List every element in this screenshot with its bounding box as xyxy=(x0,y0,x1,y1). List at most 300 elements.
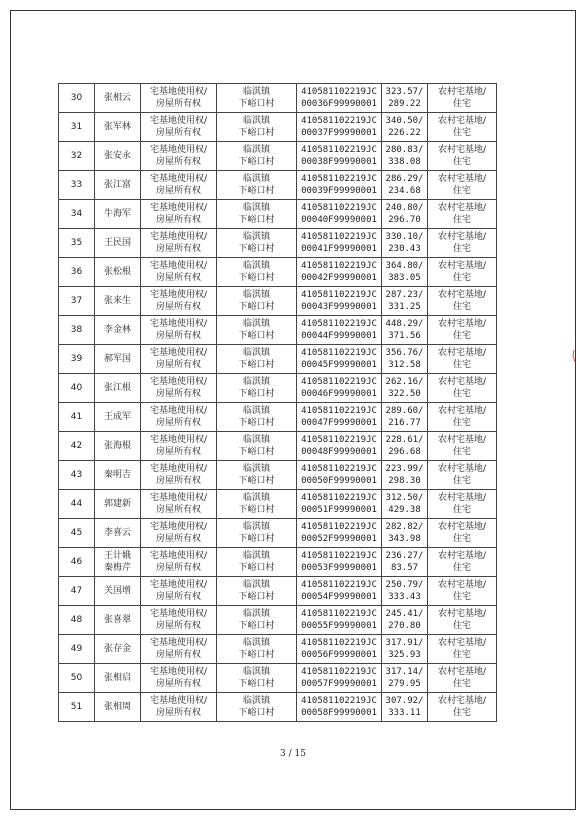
area-line: 340.50/ xyxy=(385,116,424,126)
location xyxy=(217,84,297,113)
land-use xyxy=(428,345,497,374)
area-line: 317.91/ xyxy=(385,638,424,648)
right-type-line: 宅基地使用权/ xyxy=(149,580,208,590)
unit-code-line: 00057F99990001 xyxy=(301,679,377,689)
location xyxy=(217,200,297,229)
unit-code-line: 00038F99990001 xyxy=(301,157,377,167)
right-type xyxy=(141,171,217,200)
location-line: 临淇镇 xyxy=(242,667,270,677)
right-type xyxy=(141,548,217,577)
location xyxy=(217,548,297,577)
right-type-line: 房屋所有权 xyxy=(155,389,201,399)
right-type xyxy=(141,432,217,461)
land-use-line: 住宅 xyxy=(452,563,471,573)
right-type-line: 房屋所有权 xyxy=(155,534,201,544)
land-use-line: 住宅 xyxy=(452,650,471,660)
right-type-line: 房屋所有权 xyxy=(155,273,201,283)
area-line: 322.50 xyxy=(388,389,421,399)
location-line: 下峪口村 xyxy=(238,273,275,283)
unit-code xyxy=(297,142,382,171)
right-type-line: 房屋所有权 xyxy=(155,505,201,515)
area-line: 289.60/ xyxy=(385,406,424,416)
table-row xyxy=(59,345,497,374)
area-line: 312.58 xyxy=(388,360,421,370)
land-use xyxy=(428,287,497,316)
land-use xyxy=(428,113,497,142)
table-row xyxy=(59,84,497,113)
table-row xyxy=(59,519,497,548)
right-type-line: 宅基地使用权/ xyxy=(149,319,208,329)
location-line: 下峪口村 xyxy=(238,215,275,225)
right-type xyxy=(141,200,217,229)
unit-code xyxy=(297,229,382,258)
owner-name: 张江根 xyxy=(95,374,141,403)
right-type xyxy=(141,316,217,345)
land-use xyxy=(428,664,497,693)
land-use-line: 农村宅基地/ xyxy=(437,203,487,213)
unit-code xyxy=(297,432,382,461)
unit-code-line: 00058F99990001 xyxy=(301,708,377,718)
row-number: 43 xyxy=(59,461,95,490)
area-line: 298.30 xyxy=(388,476,421,486)
unit-code xyxy=(297,490,382,519)
area xyxy=(382,84,428,113)
location-line: 临淇镇 xyxy=(242,319,270,329)
area xyxy=(382,171,428,200)
area xyxy=(382,200,428,229)
land-use xyxy=(428,316,497,345)
right-type-line: 宅基地使用权/ xyxy=(149,377,208,387)
area xyxy=(382,113,428,142)
location-line: 临淇镇 xyxy=(242,609,270,619)
land-use-line: 住宅 xyxy=(452,447,471,457)
right-type-line: 房屋所有权 xyxy=(155,708,201,718)
right-type-line: 房屋所有权 xyxy=(155,650,201,660)
right-type-line: 房屋所有权 xyxy=(155,99,201,109)
area-line: 364.80/ xyxy=(385,261,424,271)
unit-code-line: 410581102219JC xyxy=(301,667,377,677)
unit-code-line: 410581102219JC xyxy=(301,551,377,561)
right-type-line: 宅基地使用权/ xyxy=(149,232,208,242)
land-use-line: 农村宅基地/ xyxy=(437,551,487,561)
location xyxy=(217,635,297,664)
area xyxy=(382,635,428,664)
location xyxy=(217,374,297,403)
unit-code-line: 00056F99990001 xyxy=(301,650,377,660)
area-line: 234.68 xyxy=(388,186,421,196)
row-number: 36 xyxy=(59,258,95,287)
row-number: 30 xyxy=(59,84,95,113)
location-line: 下峪口村 xyxy=(238,447,275,457)
unit-code xyxy=(297,374,382,403)
unit-code xyxy=(297,461,382,490)
unit-code-line: 00046F99990001 xyxy=(301,389,377,399)
location-line: 临淇镇 xyxy=(242,406,270,416)
area-line: 286.29/ xyxy=(385,174,424,184)
unit-code-line: 00052F99990001 xyxy=(301,534,377,544)
land-use xyxy=(428,635,497,664)
area-line: 228.61/ xyxy=(385,435,424,445)
location xyxy=(217,461,297,490)
unit-code xyxy=(297,664,382,693)
location-line: 下峪口村 xyxy=(238,621,275,631)
location-line: 下峪口村 xyxy=(238,331,275,341)
location xyxy=(217,403,297,432)
land-use xyxy=(428,403,497,432)
unit-code-line: 00036F99990001 xyxy=(301,99,377,109)
unit-code xyxy=(297,693,382,722)
unit-code-line: 00043F99990001 xyxy=(301,302,377,312)
land-use-line: 住宅 xyxy=(452,389,471,399)
owner-name: 张存金 xyxy=(95,635,141,664)
row-number: 49 xyxy=(59,635,95,664)
table-row xyxy=(59,258,497,287)
location-line: 下峪口村 xyxy=(238,128,275,138)
right-type-line: 房屋所有权 xyxy=(155,215,201,225)
land-use xyxy=(428,693,497,722)
area-line: 245.41/ xyxy=(385,609,424,619)
row-number: 33 xyxy=(59,171,95,200)
unit-code xyxy=(297,171,382,200)
unit-code-line: 410581102219JC xyxy=(301,261,377,271)
right-type-line: 房屋所有权 xyxy=(155,476,201,486)
table-row xyxy=(59,577,497,606)
row-number: 50 xyxy=(59,664,95,693)
table-row xyxy=(59,606,497,635)
area-line: 325.93 xyxy=(388,650,421,660)
right-type-line: 宅基地使用权/ xyxy=(149,174,208,184)
unit-code-line: 00042F99990001 xyxy=(301,273,377,283)
right-type xyxy=(141,490,217,519)
owner-name: 张安永 xyxy=(95,142,141,171)
area-line: 331.25 xyxy=(388,302,421,312)
unit-code-line: 00041F99990001 xyxy=(301,244,377,254)
owner-name: 李喜云 xyxy=(95,519,141,548)
table-row xyxy=(59,171,497,200)
table-row xyxy=(59,113,497,142)
location-line: 下峪口村 xyxy=(238,679,275,689)
location-line: 下峪口村 xyxy=(238,534,275,544)
owner-name: 张相云 xyxy=(95,84,141,113)
area-line: 317.14/ xyxy=(385,667,424,677)
area-line: 338.08 xyxy=(388,157,421,167)
area xyxy=(382,548,428,577)
land-use xyxy=(428,490,497,519)
land-use-line: 住宅 xyxy=(452,302,471,312)
right-type-line: 房屋所有权 xyxy=(155,186,201,196)
location-line: 下峪口村 xyxy=(238,360,275,370)
area xyxy=(382,693,428,722)
row-number: 47 xyxy=(59,577,95,606)
area-line: 226.22 xyxy=(388,128,421,138)
row-number: 44 xyxy=(59,490,95,519)
land-use-line: 住宅 xyxy=(452,273,471,283)
unit-code xyxy=(297,316,382,345)
location xyxy=(217,345,297,374)
location-line: 临淇镇 xyxy=(242,348,270,358)
land-use-line: 住宅 xyxy=(452,476,471,486)
location-line: 下峪口村 xyxy=(238,592,275,602)
right-type-line: 宅基地使用权/ xyxy=(149,551,208,561)
row-number: 39 xyxy=(59,345,95,374)
location-line: 下峪口村 xyxy=(238,476,275,486)
land-use-line: 农村宅基地/ xyxy=(437,667,487,677)
right-type xyxy=(141,287,217,316)
location-line: 临淇镇 xyxy=(242,116,270,126)
owner-name: 李金林 xyxy=(95,316,141,345)
row-number: 46 xyxy=(59,548,95,577)
table-row xyxy=(59,432,497,461)
right-type-line: 宅基地使用权/ xyxy=(149,609,208,619)
area-line: 429.38 xyxy=(388,505,421,515)
land-use xyxy=(428,84,497,113)
area-line: 333.43 xyxy=(388,592,421,602)
unit-code-line: 00051F99990001 xyxy=(301,505,377,515)
area-line: 296.68 xyxy=(388,447,421,457)
location-line: 下峪口村 xyxy=(238,563,275,573)
unit-code-line: 410581102219JC xyxy=(301,406,377,416)
area xyxy=(382,432,428,461)
land-use-line: 住宅 xyxy=(452,418,471,428)
owner-name: 张松根 xyxy=(95,258,141,287)
right-type xyxy=(141,229,217,258)
owner-name: 张相启 xyxy=(95,664,141,693)
unit-code xyxy=(297,84,382,113)
unit-code-line: 410581102219JC xyxy=(301,493,377,503)
owner-name: 张来生 xyxy=(95,287,141,316)
location xyxy=(217,316,297,345)
area-line: 280.83/ xyxy=(385,145,424,155)
row-number: 34 xyxy=(59,200,95,229)
table-row xyxy=(59,693,497,722)
unit-code-line: 00050F99990001 xyxy=(301,476,377,486)
land-use-line: 农村宅基地/ xyxy=(437,638,487,648)
right-type-line: 宅基地使用权/ xyxy=(149,406,208,416)
area-line: 216.77 xyxy=(388,418,421,428)
unit-code-line: 410581102219JC xyxy=(301,116,377,126)
location-line: 下峪口村 xyxy=(238,650,275,660)
right-type-line: 宅基地使用权/ xyxy=(149,522,208,532)
unit-code-line: 410581102219JC xyxy=(301,522,377,532)
right-type-line: 宅基地使用权/ xyxy=(149,87,208,97)
unit-code xyxy=(297,519,382,548)
location xyxy=(217,490,297,519)
right-type-line: 宅基地使用权/ xyxy=(149,348,208,358)
land-use-line: 住宅 xyxy=(452,128,471,138)
land-use-line: 农村宅基地/ xyxy=(437,174,487,184)
area xyxy=(382,374,428,403)
land-use-line: 农村宅基地/ xyxy=(437,261,487,271)
area-line: 230.43 xyxy=(388,244,421,254)
unit-code-line: 410581102219JC xyxy=(301,348,377,358)
row-number: 41 xyxy=(59,403,95,432)
owner-name: 张海根 xyxy=(95,432,141,461)
location xyxy=(217,229,297,258)
land-use xyxy=(428,229,497,258)
area-line: 448.29/ xyxy=(385,319,424,329)
row-number: 31 xyxy=(59,113,95,142)
right-type-line: 房屋所有权 xyxy=(155,128,201,138)
table-row xyxy=(59,229,497,258)
land-use-line: 农村宅基地/ xyxy=(437,609,487,619)
margin-ink-mark xyxy=(572,350,576,362)
area xyxy=(382,519,428,548)
location-line: 临淇镇 xyxy=(242,522,270,532)
unit-code-line: 00044F99990001 xyxy=(301,331,377,341)
location xyxy=(217,577,297,606)
land-use-line: 住宅 xyxy=(452,592,471,602)
area xyxy=(382,142,428,171)
land-use-line: 农村宅基地/ xyxy=(437,232,487,242)
land-use xyxy=(428,548,497,577)
unit-code-line: 410581102219JC xyxy=(301,319,377,329)
right-type-line: 宅基地使用权/ xyxy=(149,290,208,300)
area xyxy=(382,316,428,345)
location-line: 下峪口村 xyxy=(238,389,275,399)
table-body xyxy=(59,84,497,722)
row-number: 35 xyxy=(59,229,95,258)
land-use-line: 住宅 xyxy=(452,157,471,167)
land-use-line: 农村宅基地/ xyxy=(437,319,487,329)
owner-name: 张军林 xyxy=(95,113,141,142)
location-line: 临淇镇 xyxy=(242,493,270,503)
right-type xyxy=(141,577,217,606)
land-use xyxy=(428,258,497,287)
land-use-line: 农村宅基地/ xyxy=(437,348,487,358)
location-line: 下峪口村 xyxy=(238,708,275,718)
owner-name xyxy=(95,548,141,577)
right-type-line: 房屋所有权 xyxy=(155,679,201,689)
page-number: 3 / 15 xyxy=(280,749,306,759)
land-use xyxy=(428,519,497,548)
land-use-line: 农村宅基地/ xyxy=(437,464,487,474)
area-line: 356.76/ xyxy=(385,348,424,358)
right-type xyxy=(141,606,217,635)
area-line: 289.22 xyxy=(388,99,421,109)
unit-code-line: 00055F99990001 xyxy=(301,621,377,631)
table-row xyxy=(59,403,497,432)
location xyxy=(217,142,297,171)
location xyxy=(217,519,297,548)
land-use-line: 农村宅基地/ xyxy=(437,87,487,97)
location-line: 下峪口村 xyxy=(238,186,275,196)
unit-code-line: 410581102219JC xyxy=(301,87,377,97)
right-type xyxy=(141,693,217,722)
right-type xyxy=(141,635,217,664)
owner-name: 张相周 xyxy=(95,693,141,722)
land-use xyxy=(428,577,497,606)
right-type-line: 房屋所有权 xyxy=(155,418,201,428)
land-use-line: 农村宅基地/ xyxy=(437,522,487,532)
unit-code-line: 410581102219JC xyxy=(301,580,377,590)
land-use-line: 农村宅基地/ xyxy=(437,145,487,155)
right-type-line: 宅基地使用权/ xyxy=(149,493,208,503)
unit-code-line: 410581102219JC xyxy=(301,232,377,242)
row-number: 45 xyxy=(59,519,95,548)
area-line: 333.11 xyxy=(388,708,421,718)
right-type xyxy=(141,113,217,142)
land-use-line: 住宅 xyxy=(452,244,471,254)
location xyxy=(217,432,297,461)
owner-name: 张喜翠 xyxy=(95,606,141,635)
area xyxy=(382,287,428,316)
right-type-line: 宅基地使用权/ xyxy=(149,261,208,271)
owner-name: 王成军 xyxy=(95,403,141,432)
land-use-line: 农村宅基地/ xyxy=(437,406,487,416)
owner-name: 牛海军 xyxy=(95,200,141,229)
table-row xyxy=(59,635,497,664)
table-row xyxy=(59,142,497,171)
area-line: 307.92/ xyxy=(385,696,424,706)
land-use-line: 农村宅基地/ xyxy=(437,116,487,126)
location-line: 临淇镇 xyxy=(242,145,270,155)
area-line: 371.56 xyxy=(388,331,421,341)
land-use-line: 农村宅基地/ xyxy=(437,580,487,590)
unit-code xyxy=(297,403,382,432)
area-line: 312.50/ xyxy=(385,493,424,503)
area-line: 323.57/ xyxy=(385,87,424,97)
location-line: 临淇镇 xyxy=(242,232,270,242)
table-row xyxy=(59,664,497,693)
owner-name: 王民国 xyxy=(95,229,141,258)
row-number: 38 xyxy=(59,316,95,345)
row-number: 32 xyxy=(59,142,95,171)
land-use-line: 住宅 xyxy=(452,534,471,544)
right-type xyxy=(141,142,217,171)
land-use-line: 农村宅基地/ xyxy=(437,493,487,503)
area-line: 383.05 xyxy=(388,273,421,283)
area xyxy=(382,229,428,258)
unit-code xyxy=(297,548,382,577)
unit-code xyxy=(297,200,382,229)
right-type-line: 宅基地使用权/ xyxy=(149,116,208,126)
land-use-line: 住宅 xyxy=(452,186,471,196)
right-type-line: 房屋所有权 xyxy=(155,621,201,631)
area-line: 83.57 xyxy=(390,563,419,573)
location-line: 下峪口村 xyxy=(238,418,275,428)
area-line: 279.95 xyxy=(388,679,421,689)
land-use xyxy=(428,432,497,461)
owner-name: 郭建新 xyxy=(95,490,141,519)
land-use-line: 农村宅基地/ xyxy=(437,435,487,445)
land-use-line: 住宅 xyxy=(452,621,471,631)
location xyxy=(217,258,297,287)
land-use-line: 住宅 xyxy=(452,99,471,109)
location xyxy=(217,171,297,200)
unit-code-line: 410581102219JC xyxy=(301,638,377,648)
location-line: 临淇镇 xyxy=(242,377,270,387)
right-type xyxy=(141,345,217,374)
location-line: 临淇镇 xyxy=(242,290,270,300)
right-type xyxy=(141,519,217,548)
owner-name: 郝军国 xyxy=(95,345,141,374)
right-type xyxy=(141,258,217,287)
location-line: 临淇镇 xyxy=(242,696,270,706)
unit-code-line: 410581102219JC xyxy=(301,174,377,184)
land-use-line: 住宅 xyxy=(452,331,471,341)
row-number: 37 xyxy=(59,287,95,316)
area xyxy=(382,258,428,287)
table-row xyxy=(59,374,497,403)
unit-code-line: 00053F99990001 xyxy=(301,563,377,573)
unit-code xyxy=(297,287,382,316)
area-line: 330.10/ xyxy=(385,232,424,242)
right-type-line: 宅基地使用权/ xyxy=(149,696,208,706)
table-row xyxy=(59,200,497,229)
land-use-line: 农村宅基地/ xyxy=(437,377,487,387)
unit-code-line: 00054F99990001 xyxy=(301,592,377,602)
location-line: 临淇镇 xyxy=(242,435,270,445)
